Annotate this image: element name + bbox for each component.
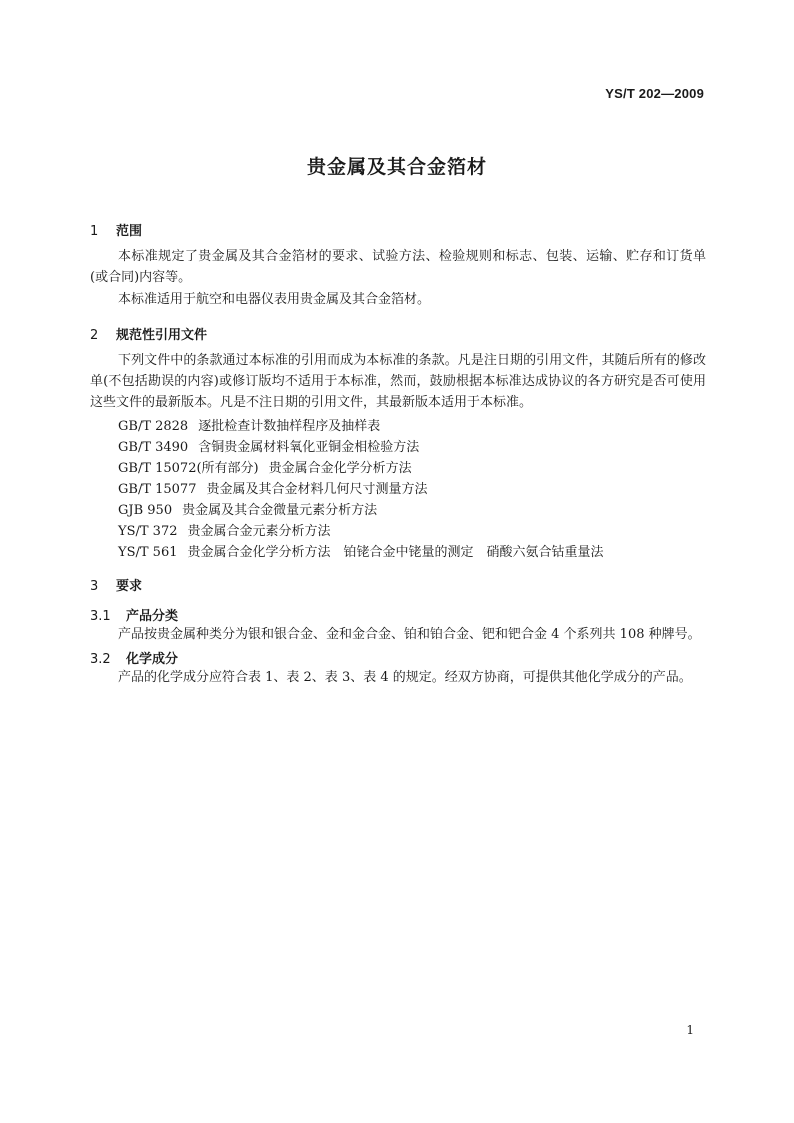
section-title: 规范性引用文件 [116,328,208,343]
reference-code: GB/T 3490 [118,440,189,455]
section-title: 要求 [116,579,143,594]
reference-name: 逐批检查计数抽样程序及抽样表 [198,419,381,434]
section-number: 2 [90,328,99,343]
subsection-3-1-paragraph: 产品按贵金属种类分为银和银合金、金和金合金、铂和铂合金、钯和钯合金 4 个系列共 108 种牌号。 [118,627,701,642]
section-1-heading [90,220,142,239]
reference-name: 贵金属合金化学分析方法 [268,461,412,476]
reference-item [118,436,419,455]
reference-name: 含铜贵金属材料氧化亚铜金相检验方法 [198,440,420,455]
subsection-3-2-heading [90,648,178,667]
reference-code: GB/T 2828 [118,419,189,434]
section-2-heading [90,324,207,343]
subsection-3-1-heading [90,605,178,624]
subsection-number: 3.1 [90,609,111,624]
reference-name: 贵金属及其合金微量元素分析方法 [182,503,378,518]
section-3-heading [90,575,142,594]
section-number: 3 [90,579,99,594]
reference-code: GJB 950 [118,503,173,518]
reference-item [118,478,428,497]
reference-item [118,457,412,476]
section-number: 1 [90,224,99,239]
section-1-paragraph-1: 本标准规定了贵金属及其合金箔材的要求、试验方法、检验规则和标志、包装、运输、贮存和订货单(或合同)内容等。 [90,249,706,285]
reference-code: YS/T 372 [118,524,178,539]
section-2-paragraph-1: 下列文件中的条款通过本标准的引用而成为本标准的条款。凡是注日期的引用文件，其随后所有的修改单(不包括勘误的内容)或修订版均不适用于本标准，然而，鼓励根据本标准达成协议的各方研究是否可使用这些文件的最新版本。凡是不注日期的引用文件，其最新版本适用于本标准。 [90,353,706,410]
subsection-title: 产品分类 [126,609,179,624]
reference-code: YS/T 561 [118,545,178,560]
document-title: 贵金属及其合金箔材 [306,156,487,178]
subsection-title: 化学成分 [126,652,179,667]
reference-name: 贵金属合金元素分析方法 [187,524,331,539]
reference-name: 贵金属合金化学分析方法 铂铑合金中铑量的测定 硝酸六氨合钴重量法 [187,545,604,560]
reference-code: GB/T 15072(所有部分) [118,461,259,476]
subsection-number: 3.2 [90,652,111,667]
page-number: 1 [686,1023,694,1037]
subsection-3-2-paragraph: 产品的化学成分应符合表 1、表 2、表 3、表 4 的规定。经双方协商，可提供其他化学成分的产品。 [118,670,692,685]
reference-item [118,541,604,560]
reference-item [118,499,377,518]
reference-item [118,415,380,434]
section-1-paragraph-2: 本标准适用于航空和电器仪表用贵金属及其合金箔材。 [118,292,431,307]
document-code: YS/T 202—2009 [605,86,704,101]
section-title: 范围 [116,224,143,239]
reference-code: GB/T 15077 [118,482,197,497]
reference-name: 贵金属及其合金材料几何尺寸测量方法 [206,482,428,497]
reference-item [118,520,331,539]
